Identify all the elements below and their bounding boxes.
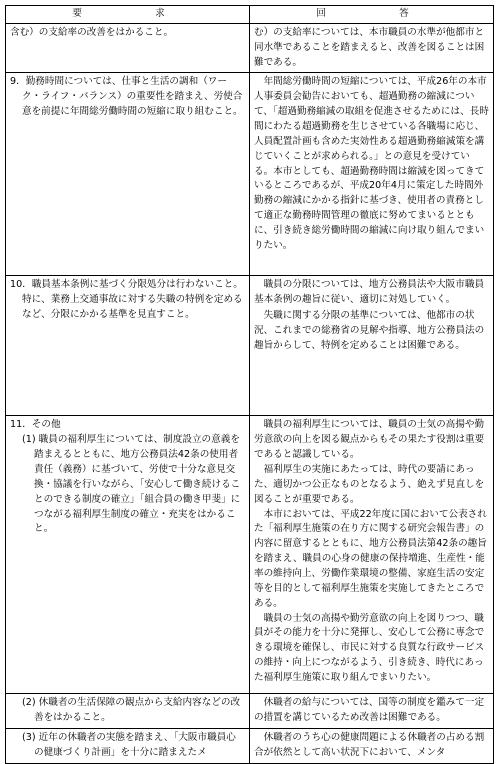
answer-text: 職員の分限については、地方公務員法や大阪市職員基本条例の趣旨に従い、適切に対処していく。 [254,279,485,306]
request-cell [6,23,250,73]
header-request: 要 求 [6,6,250,24]
answer-text: 失職に関する分限の基準については、他都市の状況、これまでの総務省の見解や指導、地方公務員法の趣旨からして、特例を定めることは困難である。 [254,310,485,351]
answer-cell [250,276,494,416]
request-cell [6,73,250,276]
answer-cell [250,694,494,729]
answer-text: 福利厚生の実施にあたっては、時代の要請にあった、適切かつ公正なものとなるよう、絶えず見直しを図ることが重要である。 [254,464,485,505]
request-text: (2) 休職者の生活保障の観点から支給内容などの改善をはかること。 [22,697,241,724]
request-text: 10．職員基本条例に基づく分限処分は行わないこと。特に、業務上交通事故に対する失職の特例を定めるなど、分限にかかる基準を見直すこと。 [10,279,243,321]
answer-cell [250,23,494,73]
table-row [6,416,494,694]
section-title: 11．その他 [10,419,61,431]
request-cell [6,276,250,416]
answer-cell [250,416,494,694]
table-row [6,23,494,73]
answer-text: 年間総労働時間の短縮については、平成26年の本市人事委員会勧告においても、超過勤務の縮減について、「超過勤務縮減の取組を促進させるためには、長時間にわたる超過勤務を生じさせている各職場に応じ、人員配置計画も含めた実効性ある超過勤務縮減策を講じていくことが求められる。」との意見を受けている。本市としても、超過勤務時間は縮減を図ってきているところであるが、平成20年4月に策定した時間外勤務の縮減にかかる指針に基づき、使用者の責務として適正な勤務時間管理の徹底に努めてまいるとともに、引き続き総労働時間の縮減に向け取り組んでまいりたい。 [254,76,489,251]
answer-text: 職員の士気の高揚や勤労意欲の向上を図りつつ、職員がその能力を十分に発揮し、安心して公務に専念できる環境を確保し、市民に対する良質な行政サービスの維持・向上につながるよう、引き続き、時代にあった福利厚生施策に取り組んでまいりたい。 [254,612,485,684]
request-text: (1) 職員の福利厚生については、制度設立の意義を踏まえるとともに、地方公務員法42条の使用者責任（義務）に基づいて、労使で十分な意見交換・協議を行いながら、「安心して働き続けることのできる制度の確立」「組合員の働き甲斐」につながる福利厚生制度の確立・充実をはかること。 [22,434,241,535]
table-row [6,276,494,416]
request-cell [6,416,250,694]
request-text: (3) 近年の休職者の実態を踏まえ、「大阪市職員心の健康づくり計画」を十分に踏まえたメ [22,732,236,759]
answer-text: む）の支給率については、本市職員の水準が他都市と同水準であることを踏まえると、改善を図ることは困難である。 [254,26,485,68]
request-text: 含む）の支給率の改善をはかること。 [10,26,174,38]
table-row [6,694,494,729]
answer-cell [250,73,494,276]
request-text: 9．勤務時間については、仕事と生活の調和（ワーク・ライフ・バランス）の重要性を踏まえ、労使合意を前提に年間総労働時間の短縮に取り組むこと。 [10,76,243,118]
request-cell [6,694,250,729]
header-row [6,6,494,24]
answer-text: 休職者の給与については、国等の制度を鑑みて一定の措置を講じているため改善は困難である。 [254,697,485,724]
answer-cell [250,729,494,764]
answer-text: 本市においては、平成22年度に国において公表された「福利厚生施策の在り方に関する研究会報告書」の内容に留意するとともに、地方公務員法第42条の趣旨を踏まえ、職員の心身の健康の保持増進、生産性・能率の維持向上、労働作業環境の整備、家庭生活の安定等を目的として福利厚生施策を実施してきたところである。 [254,508,487,609]
answer-text: 休職者のうち心の健康問題による休職者の占める割合が依然として高い状況下において、メンタ [254,732,485,759]
request-cell [6,729,250,764]
document-table [5,5,494,764]
answer-text: 職員の福利厚生については、職員の士気の高揚や勤労意欲の向上を図る観点からもその果たす役割は重要であると認識している。 [254,419,485,461]
table-row [6,729,494,764]
header-answer: 回 答 [250,6,494,24]
table-row [6,73,494,276]
